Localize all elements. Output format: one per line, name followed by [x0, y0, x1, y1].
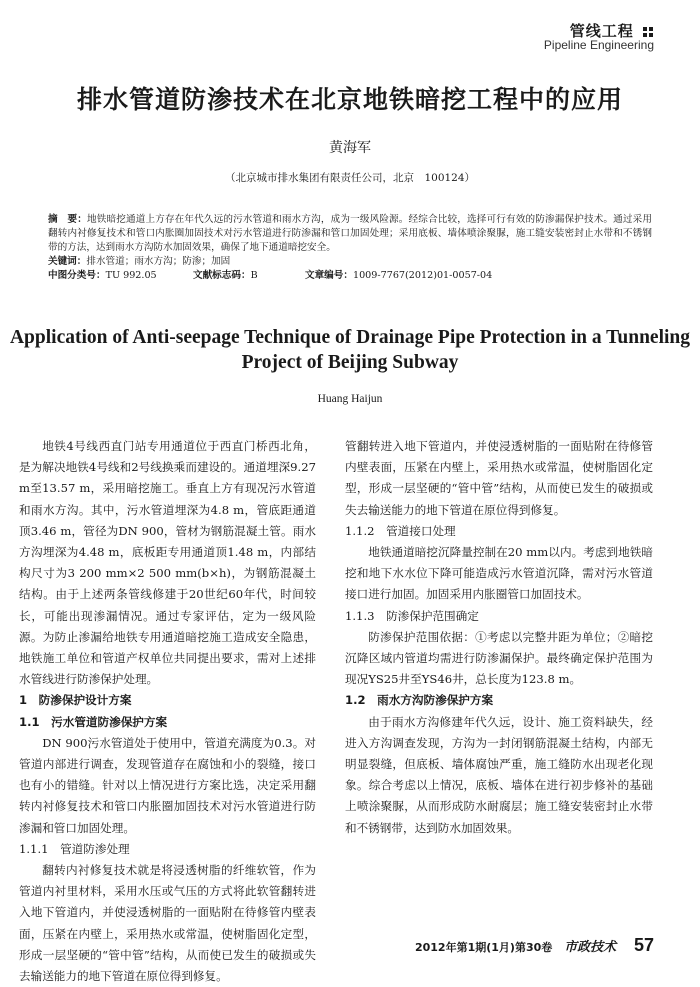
article-title-cn: 排水管道防渗技术在北京地铁暗挖工程中的应用 — [76, 85, 623, 114]
section-mark-icon — [642, 26, 654, 38]
subsubsection-heading: 1.1.1 管道防渗处理 — [19, 841, 130, 856]
subsection-heading: 1.2 雨水方沟防渗保护方案 — [345, 693, 494, 708]
section-heading: 1 防渗保护设计方案 — [19, 693, 132, 708]
subsection-heading: 1.1 污水管道防渗保护方案 — [19, 714, 168, 729]
clc-field — [48, 269, 193, 283]
body-paragraph: 地铁通道暗挖沉降量控制在20 mm以内。考虑到地铁暗挖和地下水水位下降可能造成污水管道沉降，需对污水管道接口进行加固。加固采用内胀圈管口加固技术。 — [345, 545, 653, 602]
author-en: Huang Haijun — [317, 393, 383, 405]
doc-code-label: 文献标志码： — [193, 270, 251, 281]
abstract-block — [48, 213, 652, 283]
body-paragraph: 地铁4号线西直门站专用通道位于西直门桥西北角，是为解决地铁4号线和2号线换乘而建设的。通道埋深9.27 m至13.57 m，采用暗挖施工。垂直上方有现况污水管道和雨水方沟。其中，污水管道埋深为4.8 m，管底距通道顶3.46 m，管径为DN 900，管材为钢筋混凝土管。雨水方沟埋深为4.48 m，底板距专用通道顶1.48 m，内部结构尺寸为3 200 mm×2 500 mm(b×h)，为钢筋混凝土结构。由于上述两条管线修建于20世纪60年代，时间较长，可能出现渗漏情况。通过专家评估，定为一级风险源。为防止渗漏给地铁专用通道暗挖施工造成安全隐患，地铁施工单位和管道产权单位共同提出要求，需对上述排水管线进行防渗保护处理。 — [19, 439, 316, 687]
article-no-label: 文章编号： — [305, 270, 353, 281]
body-paragraph-continued: 管翻转进入地下管道内，并使浸透树脂的一面贴附在待修管内壁表面，压紧在内壁上，采用热水或常温，使树脂固化定型，形成一层坚硬的“管中管”结构，从而使已发生的破损或失去输送能力的地下管道在原位得到修复。 — [345, 439, 653, 517]
section-title-cn: 管线工程 — [569, 22, 634, 40]
doc-code-field — [193, 269, 305, 283]
body-paragraph: 防渗保护范围依据：①考虑以完整井距为单位；②暗挖沉降区域内管道均需进行防渗漏保护。最终确定保护范围为现况YS25井至YS46井，总长度为123.8 m。 — [345, 629, 653, 687]
body-paragraph: DN 900污水管道处于使用中，管道充满度为0.3。对管道内部进行调查，发现管道存在腐蚀和小的裂缝，接口也有小的错缝。针对以上情况进行方案比选，决定采用翻转内衬修复技术和管口内胀圈加固技术对污水管道进行防渗漏和管口加固处理。 — [19, 735, 316, 835]
keywords-text: 排水管道；雨水方沟；防渗；加固 — [86, 256, 231, 267]
abstract-label: 摘 要： — [48, 214, 87, 225]
body-column-left — [19, 436, 316, 984]
subsubsection-heading: 1.1.3 防渗保护范围确定 — [345, 608, 479, 623]
classification-line — [48, 269, 652, 283]
author-cn: 黄海军 — [329, 140, 371, 156]
body-column-right — [345, 436, 653, 839]
abstract-text: 地铁暗挖通道上方存在年代久远的污水管道和雨水方沟，成为一级风险源。经综合比较，选择可行有效的防渗漏保护技术。通过采用翻转内衬修复技术和管口内胀圈加固技术对污水管道进行防渗漏和管口加固处理；采用底板、墙体喷涂聚脲，施工缝安装密封止水带和不锈钢带的方法，达到雨水方沟防水加固效果，确保了地下通道暗挖安全。 — [48, 214, 653, 253]
subsubsection-heading: 1.1.2 管道接口处理 — [345, 523, 456, 538]
article-no-field — [305, 269, 492, 283]
clc-label: 中图分类号： — [48, 270, 106, 281]
article-title-en: Application of Anti-seepage Technique of Drainage Pipe Protection in a Tunneling Project of Beijing Subway — [9, 327, 691, 373]
body-paragraph: 由于雨水方沟修建年代久远，设计、施工资料缺失，经进入方沟调查发现，方沟为一封闭钢筋混凝土结构，内部无明显裂缝，但底板、墙体腐蚀严重，施工缝防水出现老化现象。综合考虑以上情况，底板、墙体在进行初步修补的基础上喷涂聚脲，从而形成防水耐腐层；施工缝安装密封止水带和不锈钢带，达到防水加固效果。 — [345, 714, 653, 835]
keywords-line — [48, 255, 652, 269]
section-title-en: Pipeline Engineering — [543, 38, 654, 52]
issue-info: 2012年第1期(1月)第30卷 — [414, 941, 553, 954]
clc-value: TU 992.05 — [105, 270, 157, 281]
article-no-value: 1009-7767(2012)01-0057-04 — [352, 270, 493, 281]
magazine-name: 市政技术 — [564, 940, 617, 955]
page-footer — [415, 935, 654, 956]
keywords-label: 关键词： — [48, 256, 87, 267]
body-paragraph: 翻转内衬修复技术就是将浸透树脂的纤维软管，作为管道内衬里材料，采用水压或气压的方式将此软管翻转进入地下管道内，并使浸透树脂的一面贴附在待修管内壁表面，压紧在内壁上，采用热水或常温，使树脂固化定型，形成一层坚硬的“管中管”结构，从而使已发生的破损或失去输送能力的地下管道在原位得到修复。 — [19, 863, 316, 984]
doc-code-value: B — [250, 270, 258, 281]
affiliation-cn: （北京城市排水集团有限责任公司，北京 100124） — [224, 172, 476, 184]
abstract-paragraph — [48, 213, 652, 255]
page-number: 57 — [633, 935, 654, 955]
